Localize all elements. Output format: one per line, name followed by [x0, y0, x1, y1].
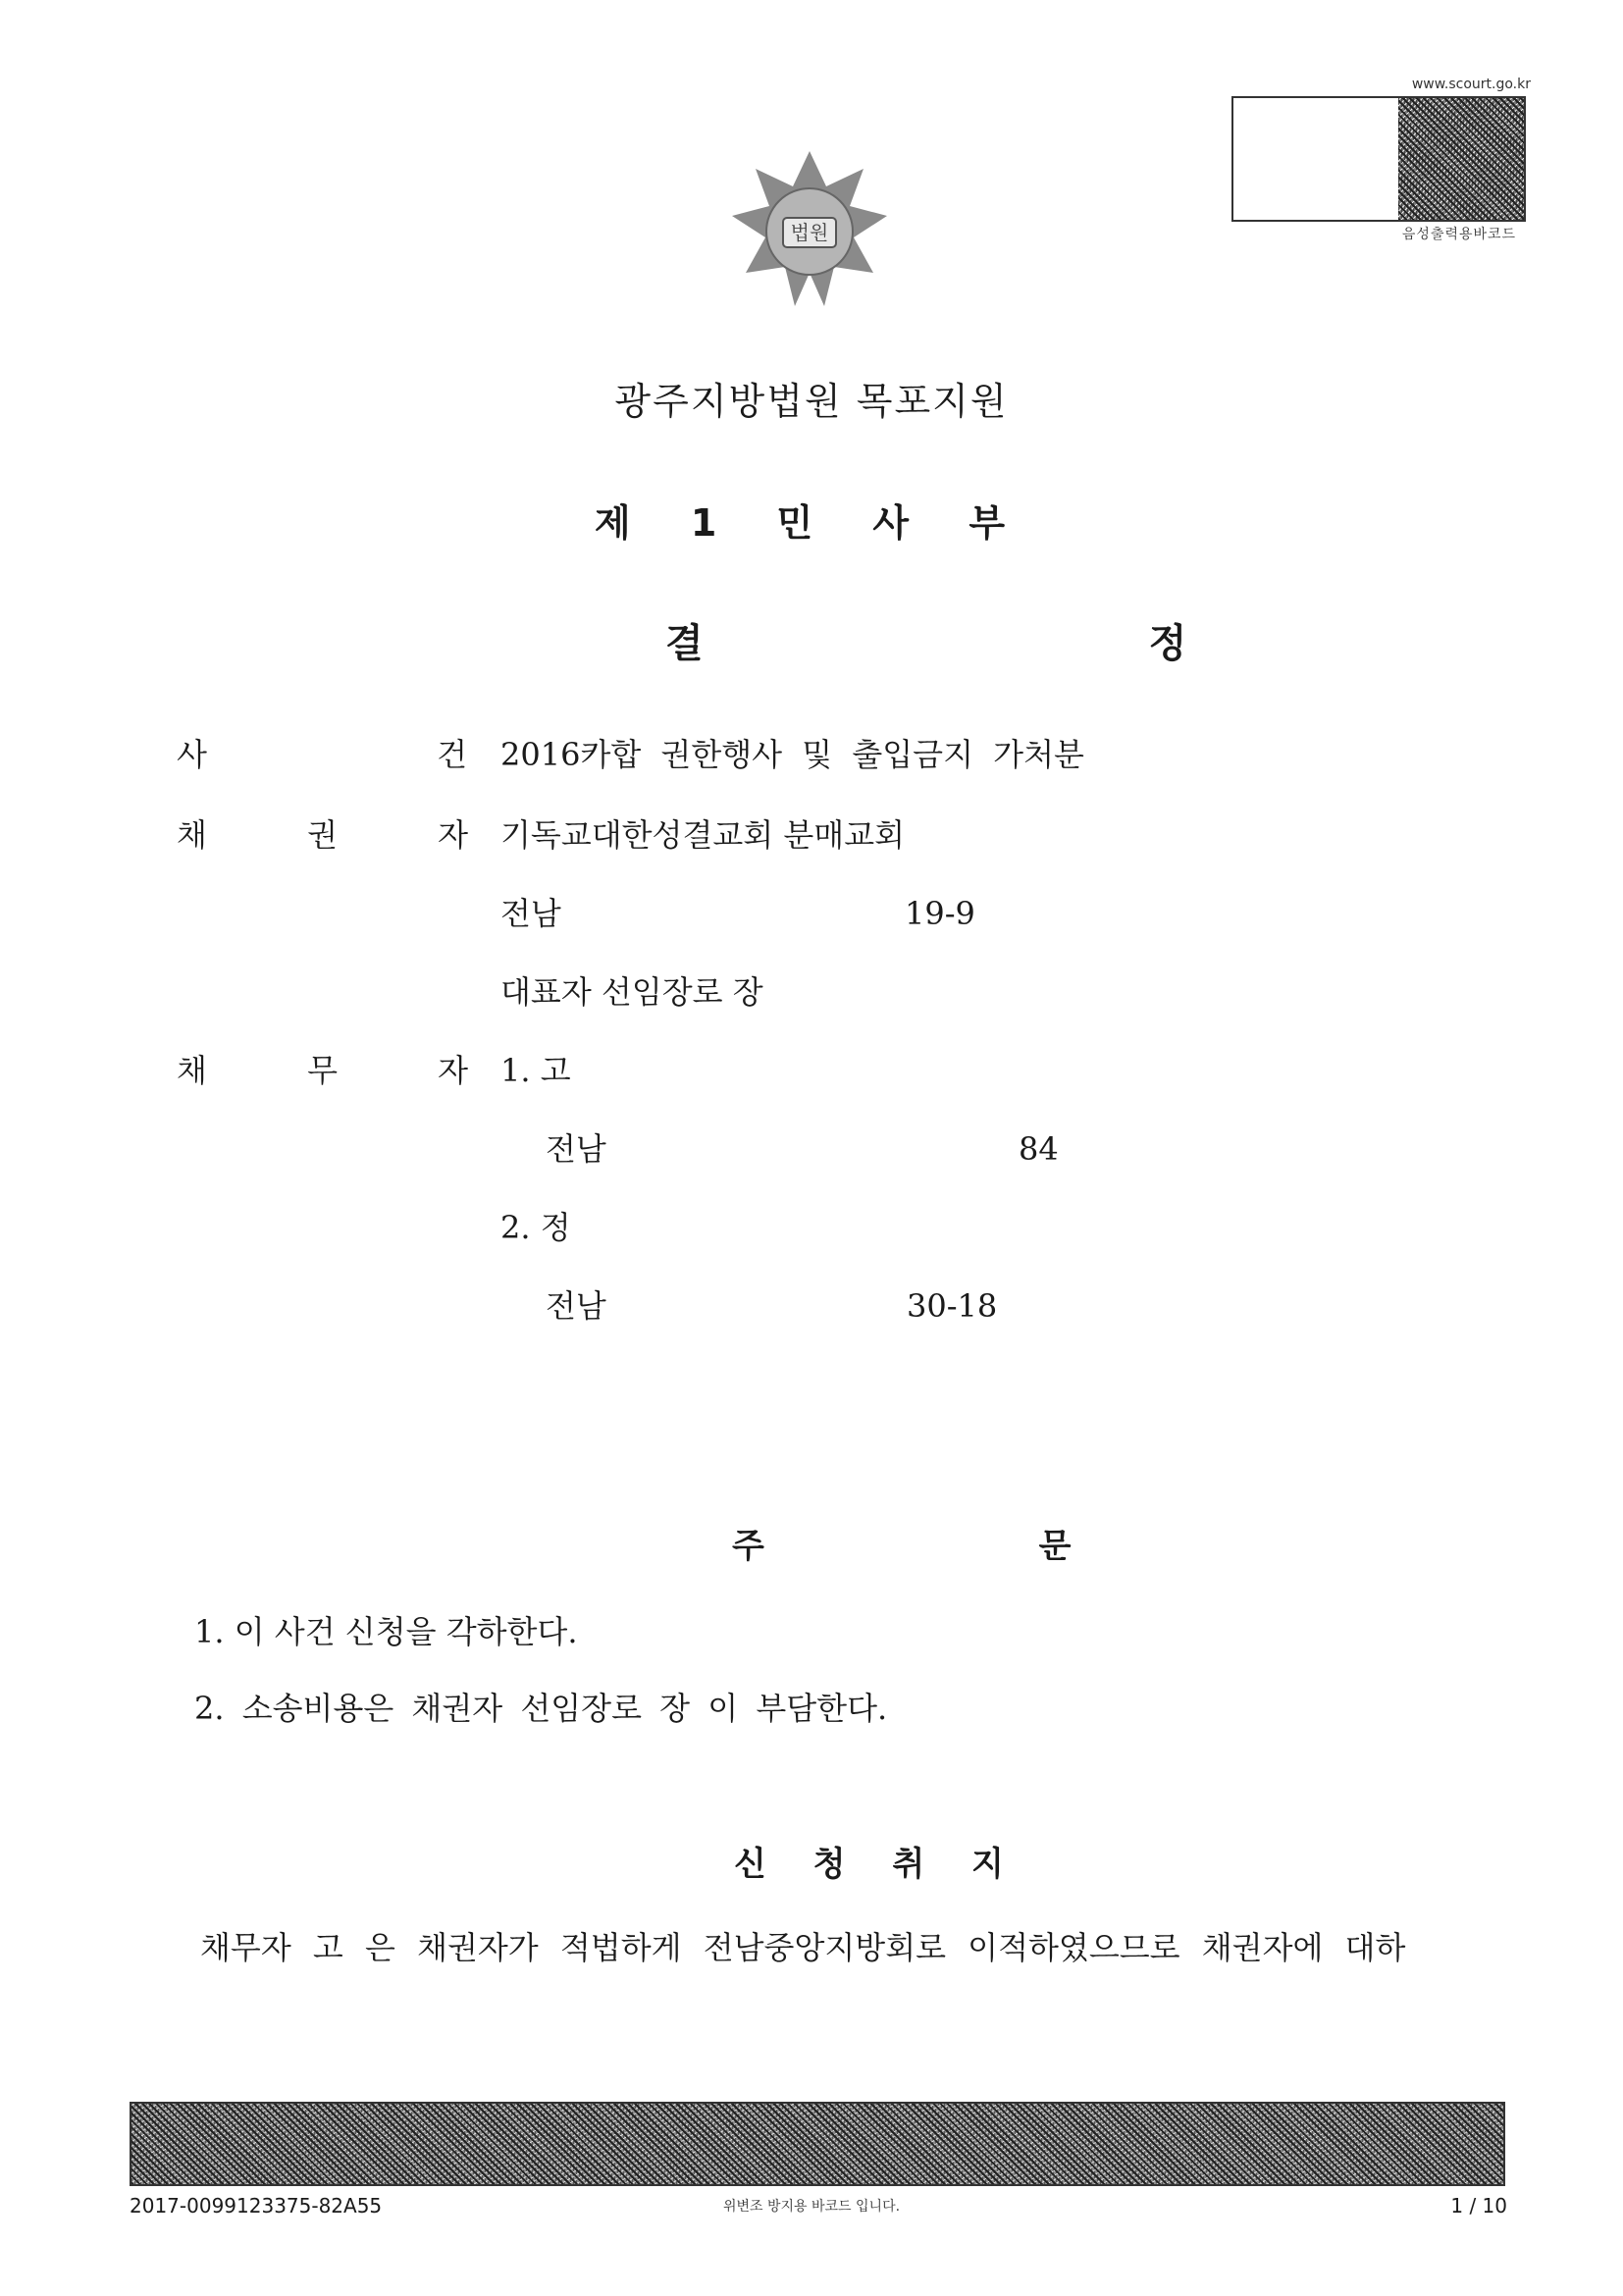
court-name: 광주지방법원 목포지원	[614, 380, 1009, 423]
document-id: 2017-0099123375-82A55	[130, 2194, 383, 2218]
order-heading: 주 문	[732, 1527, 1203, 1566]
case-label: 사 건	[177, 736, 577, 773]
audio-barcode-box	[1231, 96, 1526, 222]
application-text: 채무자 고 은 채권자가 적법하게 전남중앙지방회로 이적하였으므로 채권자에 대하	[200, 1929, 1406, 1966]
page-number: 1 / 10	[1450, 2194, 1507, 2218]
barcode-url: www.scourt.go.kr	[1411, 77, 1531, 92]
order-item-1: 1. 이 사건 신청을 각하한다.	[194, 1613, 578, 1650]
anti-forgery-barcode	[130, 2102, 1505, 2186]
debtor-label: 채 무 자	[177, 1052, 514, 1089]
audio-barcode-pattern	[1398, 98, 1524, 220]
seal-text: 법원	[790, 221, 829, 244]
debtor-1-address: 전남 84	[546, 1130, 1059, 1168]
document-title: 결 정	[665, 621, 1403, 666]
creditor-name: 기독교대한성결교회 분매교회	[500, 816, 906, 854]
barcode-caption: 음성출력용바코드	[1401, 227, 1517, 242]
debtor-1-name: 1. 고	[500, 1052, 571, 1089]
barcode-note: 위변조 방지용 바코드 입니다.	[722, 2199, 901, 2215]
creditor-representative: 대표자 선임장로 장	[500, 973, 763, 1011]
debtor-2-name: 2. 정	[500, 1209, 571, 1246]
application-heading: 신 청 취 지	[734, 1845, 1021, 1884]
debtor-2-address: 전남 30-18	[546, 1287, 998, 1325]
division-name: 제 1 민 사 부	[594, 501, 1029, 545]
order-item-2: 2. 소송비용은 채권자 선임장로 장 이 부담한다.	[194, 1690, 888, 1727]
court-seal	[726, 147, 893, 314]
creditor-label: 채 권 자	[177, 816, 514, 854]
creditor-address: 전남 19-9	[500, 895, 975, 932]
case-value: 2016카합 권한행사 및 출입금지 가처분	[500, 736, 1084, 773]
